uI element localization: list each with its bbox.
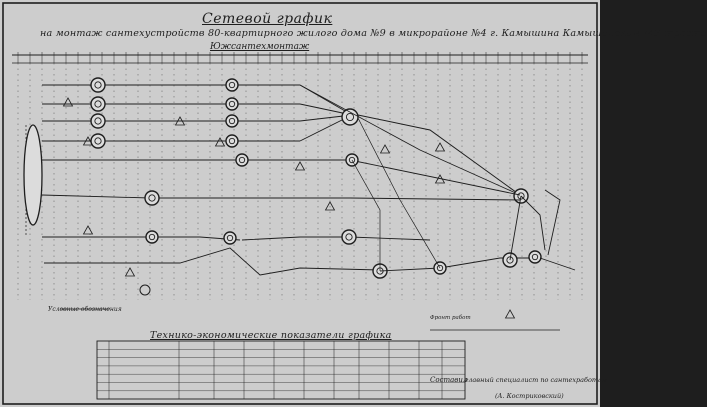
legend-label: Условные обозначения xyxy=(48,306,122,313)
start-event-ellipse xyxy=(24,125,42,225)
indicators-table xyxy=(97,341,468,399)
work-line xyxy=(521,196,545,250)
network-node-icon xyxy=(226,98,238,110)
work-line xyxy=(42,160,520,195)
warning-triangle-icon xyxy=(216,138,225,146)
work-line-diagonal xyxy=(300,85,520,195)
work-line xyxy=(545,190,560,255)
warning-triangle-icon xyxy=(84,226,93,234)
network-node-icon xyxy=(529,251,541,263)
network-node-icon xyxy=(226,135,238,147)
signature-label: Составил xyxy=(430,376,468,384)
document-subtitle: на монтаж сантехустройств 80-квартирного жилого дома №9 в микрорайоне №4 г. Камышина Камышинским МУ треста xyxy=(40,28,707,39)
warning-triangle-icon xyxy=(126,268,135,276)
network-node-icon xyxy=(342,109,358,125)
network-node-icon xyxy=(226,115,238,127)
network-node-icon xyxy=(236,154,248,166)
end-arrow-line xyxy=(540,258,575,270)
signature-note: главный специалист по сантехработам xyxy=(465,376,608,384)
work-line xyxy=(42,237,240,240)
network-node-icon xyxy=(342,230,356,244)
warning-triangle-icon xyxy=(506,310,515,318)
document-title: Сетевой график xyxy=(202,11,333,27)
network-node-icon xyxy=(224,232,236,244)
network-node-icon xyxy=(145,191,159,205)
network-node-icon xyxy=(91,114,105,128)
network-node-icon xyxy=(91,97,105,111)
work-line xyxy=(42,195,520,200)
work-front-label: Фронт работ xyxy=(430,315,471,321)
work-line xyxy=(352,160,380,271)
network-node-icon xyxy=(91,78,105,92)
network-node-icon xyxy=(226,79,238,91)
work-line-bottom xyxy=(120,248,380,275)
warning-triangle-icon xyxy=(296,162,305,170)
warning-triangle-icon xyxy=(381,145,390,153)
organization-name: Южсантехмонтаж xyxy=(210,42,310,52)
warning-triangle-icon xyxy=(436,143,445,151)
indicators-table-title: Технико-экономические показатели графика xyxy=(150,330,392,341)
warning-triangle-icon xyxy=(64,98,73,106)
work-line xyxy=(242,237,430,240)
work-line xyxy=(510,196,521,260)
network-node-icon xyxy=(91,134,105,148)
signature-name: (А. Костриковский) xyxy=(495,392,564,400)
legend-node-icon xyxy=(140,285,150,295)
network-node-icon xyxy=(146,231,158,243)
